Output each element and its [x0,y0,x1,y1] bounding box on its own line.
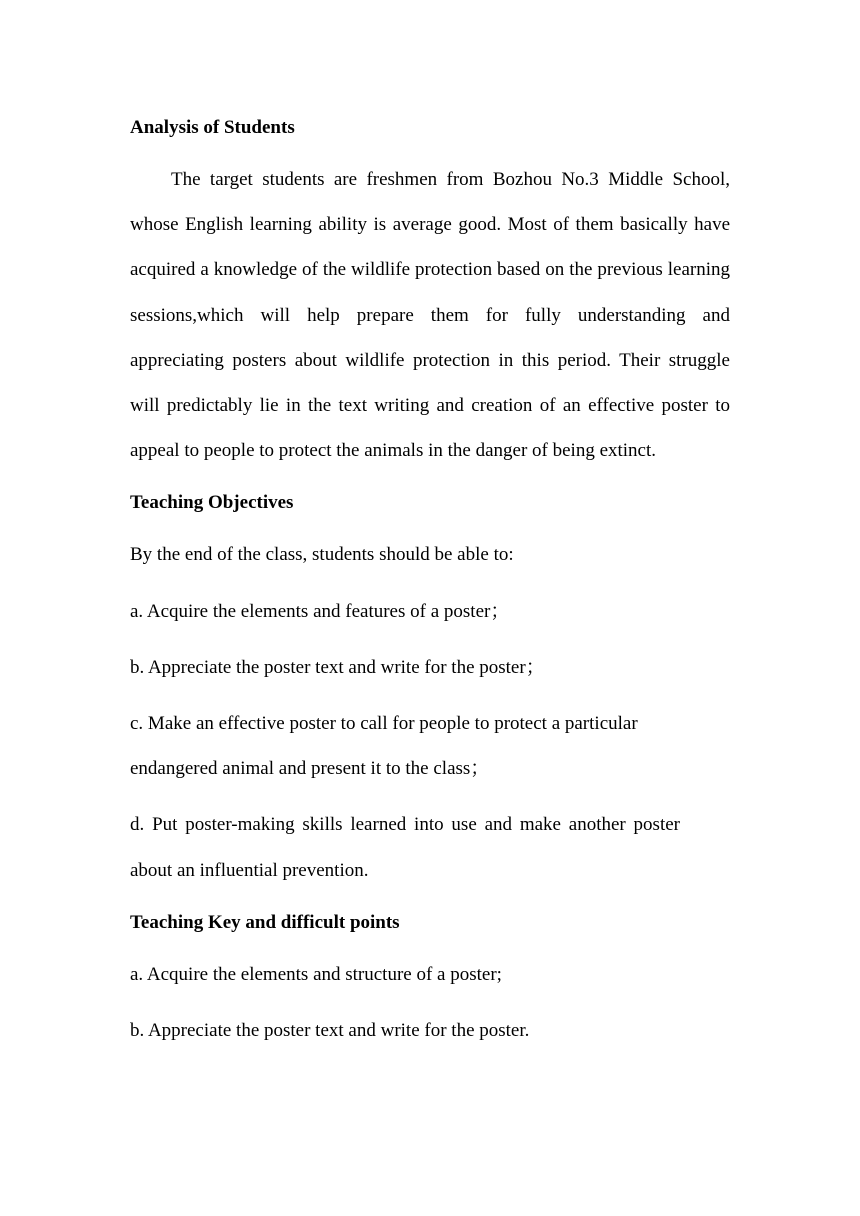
key-point-item-a: a. Acquire the elements and structure of a poster; [130,963,502,985]
objective-item-c: c. Make an effective poster to call for people to protect a particular endangered animal and present it to the class； [130,713,638,780]
document-body [130,109,730,1053]
key-point-item-b: b. Appreciate the poster text and write for the poster. [130,1020,530,1042]
section-heading-analysis-of-students: Analysis of Students [130,117,295,138]
section-heading-key-and-difficult-points: Teaching Key and difficult points [130,911,400,933]
students-paragraph: The target students are freshmen from Bozhou No.3 Middle School, whose English learning ability is average good. Most of them basically have acquired a knowledge of the wildlife protection based on the previous learning sessions,which will help prepare them for fully understanding and appreciating posters about wildlife protection in this period. Their struggle will predictably lie in the text writing and creation of an effective poster to appeal to people to protect the animals in the danger of being extinct. [130,169,730,462]
objective-item-a: a. Acquire the elements and features of a poster； [130,600,510,622]
objective-item-b: b. Appreciate the poster text and write for the poster； [130,656,545,678]
objectives-intro: By the end of the class, students should be able to: [130,544,514,566]
section-heading-teaching-objectives: Teaching Objectives [130,492,294,514]
objective-item-d: d. Put poster-making skills learned into use and make another poster about an influential prevention. [130,814,680,881]
